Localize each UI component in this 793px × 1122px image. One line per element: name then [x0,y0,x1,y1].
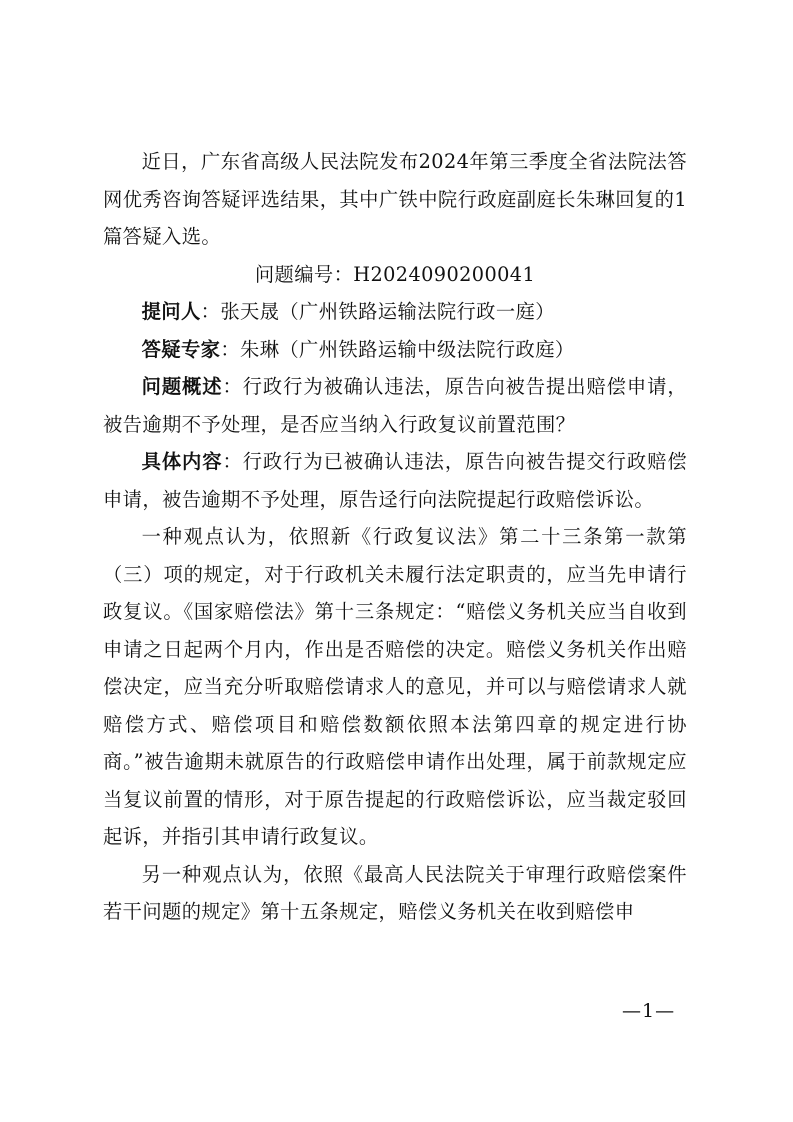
document-body [103,143,687,931]
asker-label: 提问人 [141,300,201,323]
content-label: 具体内容 [141,450,223,473]
asker-value: ：张天晟（广州铁路运输法院行政一庭） [200,300,555,323]
summary-value: ：行政行为被确认违法，原告向被告提出赔偿申请，被告逾期不予处理，是否应当纳入行政复议前置范围？ [103,375,687,436]
summary-label: 问题概述 [141,375,223,398]
content-paragraph [103,443,687,518]
asker-line [103,293,687,331]
expert-line [103,331,687,369]
expert-value: ：朱琳（广州铁路运输中级法院行政庭） [220,337,575,361]
summary-paragraph [103,368,687,443]
expert-label: 答疑专家 [141,337,221,361]
question-id: 问题编号：H2024090200041 [254,262,536,286]
content-value: ：行政行为已被确认违法，原告向被告提交行政赔偿申请，被告逾期不予处理，原告迳行向法院提起行政赔偿诉讼。 [103,450,687,511]
intro-paragraph: 近日，广东省高级人民法院发布2024年第三季度全省法院法答网优秀咨询答疑评选结果，其中广铁中院行政庭副庭长朱琳回复的1篇答疑入选。 [103,150,687,248]
view-one-paragraph: 一种观点认为，依照新《行政复议法》第二十三条第一款第（三）项的规定，对于行政机关未履行法定职责的，应当先申请行政复议。《国家赔偿法》第十三条规定：“赔偿义务机关应当自收到申请之日起两个月内，作出是否赔偿的决定。赔偿义务机关作出赔偿决定，应当充分听取赔偿请求人的意见，并可以与赔偿请求人就赔偿方式、赔偿项目和赔偿数额依照本法第四章的规定进行协商。”被告逾期未就原告的行政赔偿申请作出处理，属于前款规定应当复议前置的情形，对于原告提起的行政赔偿诉讼，应当裁定驳回起诉，并指引其申请行政复议。 [103,525,687,848]
page-number: —1— [622,1000,676,1022]
view-two-paragraph: 另一种观点认为，依照《最高人民法院关于审理行政赔偿案件若干问题的规定》第十五条规定，赔偿义务机关在收到赔偿申 [103,862,687,923]
